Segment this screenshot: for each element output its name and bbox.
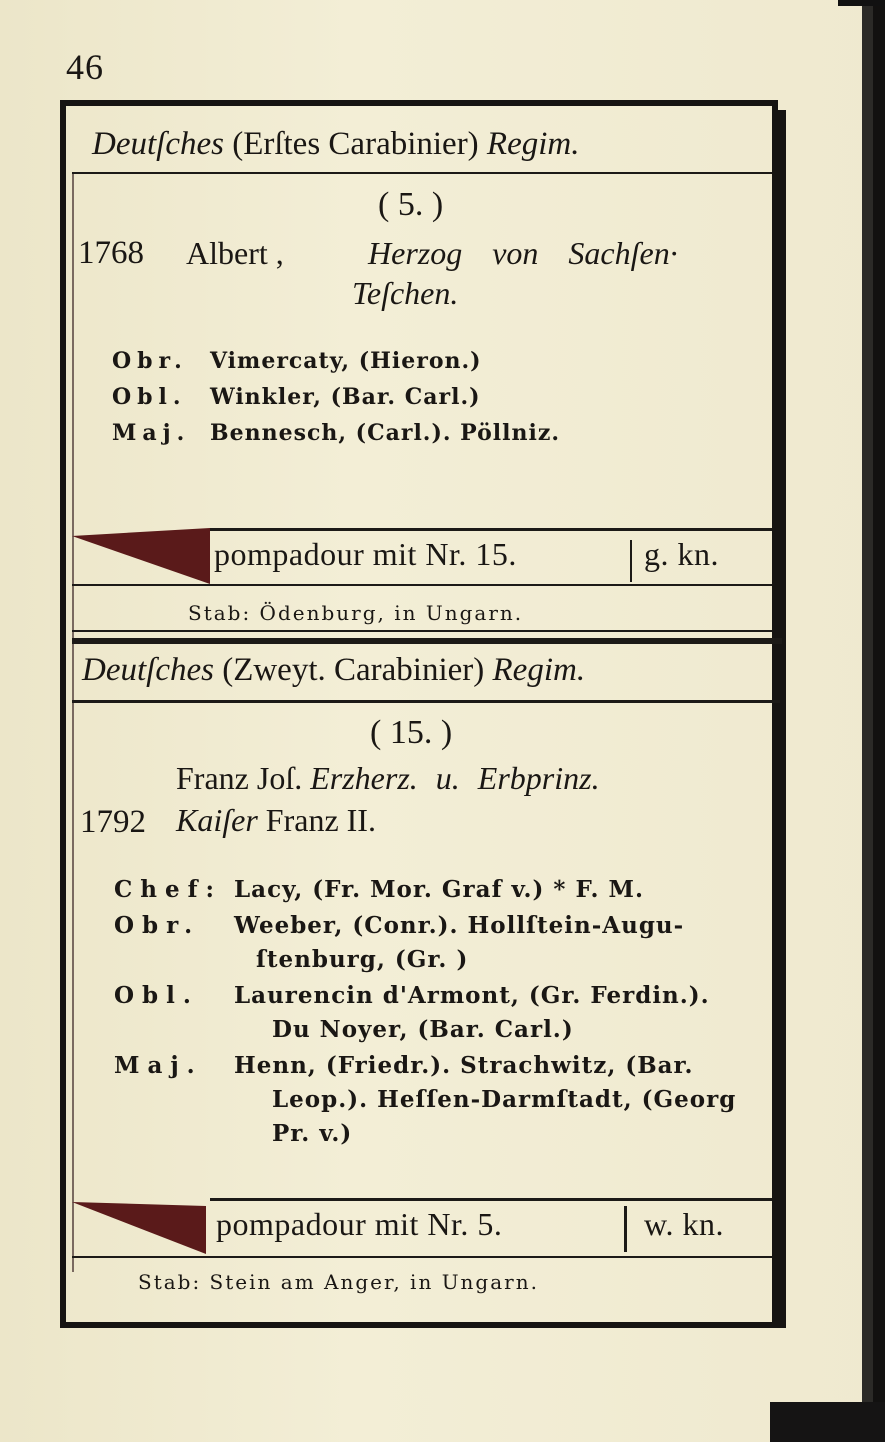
regiment-separator-thick — [72, 638, 782, 644]
regiment2-owner-line2 — [176, 802, 376, 839]
regiment2-uniform-rule-bottom — [72, 1256, 772, 1258]
regiment2-officer-continuation: Pr. v.) — [272, 1120, 353, 1147]
regiment2-number: ( 15. ) — [370, 714, 453, 751]
regiment2-rank: Obr. — [114, 912, 201, 939]
regiment2-rank: Chef: — [114, 876, 223, 903]
regiment1-rank: Obr. — [112, 348, 188, 374]
regiment1-owner-year: 1768 — [78, 235, 144, 271]
regiment1-uniform-divider — [630, 540, 632, 582]
regiment1-rank: Obl. — [112, 384, 187, 410]
regiment2-officer-continuation: Leop.). Heſſen-Darmſtadt, (Georg — [272, 1086, 737, 1113]
regiment2-officer-names: Weeber, (Conr.). Hollſtein-Augu- — [234, 912, 685, 939]
regiment1-uniform-rule-top — [210, 528, 772, 531]
regiment1-owner-title-line1: Herzog von Sachſen· — [368, 235, 678, 271]
regiment2-officer-continuation: Du Noyer, (Bar. Carl.) — [272, 1016, 574, 1043]
regiment2-title — [82, 652, 585, 689]
regiment2-owner-line2-italic: Kaiſer — [176, 802, 258, 838]
regiment1-title-plain: (Erſtes Carabinier) — [232, 126, 479, 162]
regiment1-uniform-rule-bottom — [72, 584, 772, 586]
regiment2-officer-names: Laurencin d'Armont, (Gr. Ferdin.). — [234, 982, 710, 1009]
regiment1-title — [92, 126, 579, 163]
regiment2-uniform-color-swatch — [72, 1196, 212, 1256]
regiment1-officer-row — [112, 420, 560, 446]
regiment2-officer-row — [114, 982, 710, 1009]
regiment2-owner-year: 1792 — [80, 804, 146, 840]
regiment2-title-rule — [72, 700, 780, 703]
regiment2-owner-name: Franz Joſ. — [176, 760, 303, 796]
regiment2-title-plain: (Zweyt. Carabinier) — [222, 652, 485, 688]
regiment1-swatch-shape — [72, 528, 210, 584]
regiment1-officer-names: Winkler, (Bar. Carl.) — [210, 384, 481, 410]
frame-right-border — [774, 110, 786, 1328]
corner-shadow — [770, 1402, 885, 1442]
regiment2-title-left: Deutſches — [82, 652, 214, 688]
regiment2-uniform-buttons: w. kn. — [644, 1206, 725, 1242]
regiment1-stab: Stab: Ödenburg, in Ungarn. — [188, 601, 524, 625]
regiment2-officer-row — [114, 912, 684, 939]
inner-left-rule — [72, 172, 74, 1272]
regiment2-officer-names: Henn, (Friedr.). Strachwitz, (Bar. — [234, 1052, 694, 1079]
regiment1-officer-row — [112, 348, 482, 374]
regiment2-uniform-divider — [624, 1206, 627, 1252]
regiment2-rank: Maj. — [114, 1052, 203, 1079]
regiment2-officer-names: Lacy, (Fr. Mor. Graf v.) * F. M. — [234, 876, 644, 903]
regiment1-officer-names: Vimercaty, (Hieron.) — [210, 348, 482, 374]
regiment1-rank: Maj. — [112, 420, 191, 446]
regiment2-owner-line1 — [176, 760, 600, 797]
regiment1-title-rule — [72, 172, 772, 174]
regiment2-rank: Obl. — [114, 982, 199, 1009]
regiment2-owner-line2-plain: Franz II. — [265, 802, 376, 838]
regiment2-stab: Stab: Stein am Anger, in Ungarn. — [138, 1270, 539, 1294]
regiment2-swatch-shape — [72, 1202, 206, 1254]
regiment1-officer-row — [112, 384, 481, 410]
regiment2-officer-row — [114, 1052, 694, 1079]
book-edge-shadow — [873, 0, 885, 1442]
regiment1-uniform-text: pompadour mit Nr. 15. — [214, 536, 517, 572]
regiment2-owner-title: Erzherz. u. Erbprinz. — [310, 760, 600, 796]
regiment2-officer-row — [114, 876, 644, 903]
regiment2-uniform-rule-top — [210, 1198, 772, 1201]
regiment-separator-thin — [72, 630, 772, 632]
top-edge-mark — [838, 0, 885, 6]
page-number: 46 — [66, 47, 104, 87]
regiment1-title-right: Regim. — [486, 126, 580, 162]
regiment1-uniform-buttons: g. kn. — [644, 536, 719, 572]
regiment2-uniform-text: pompadour mit Nr. 5. — [216, 1206, 503, 1242]
regiment1-uniform-color-swatch — [72, 528, 212, 586]
regiment2-title-right: Regim. — [492, 652, 586, 688]
regiment1-officer-names: Bennesch, (Carl.). Pöllniz. — [210, 420, 561, 446]
regiment1-title-left: Deutſches — [92, 126, 224, 162]
regiment1-owner-title-line2: Teſchen. — [352, 275, 459, 311]
regiment1-owner-name: Albert , — [186, 235, 284, 271]
regiment2-officer-continuation: ſtenburg, (Gr. ) — [256, 946, 469, 973]
regiment1-number: ( 5. ) — [378, 186, 444, 223]
